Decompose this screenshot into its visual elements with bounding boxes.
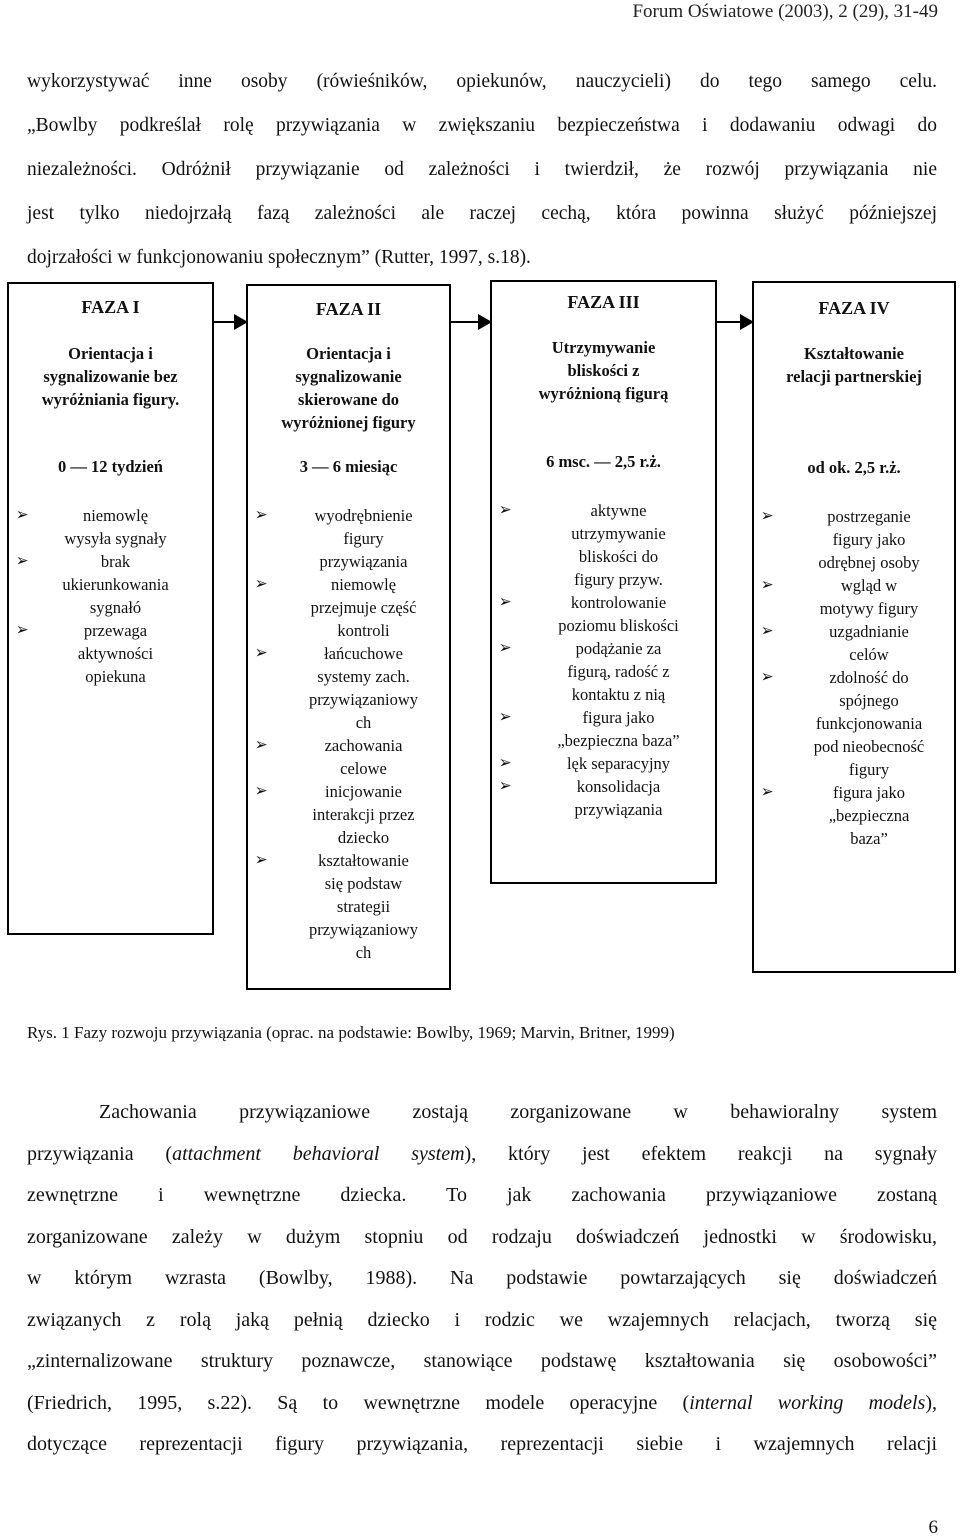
paragraph-bottom <box>27 1092 937 1466</box>
list-item: ➢ kontrolowanie poziomu bliskości <box>498 592 679 635</box>
list-item: ➢ łańcuchowe systemy zach. przywiązaniowy ch <box>254 643 419 732</box>
phase-title: FAZA I <box>81 297 140 317</box>
arrow-bullet-icon: ➢ <box>760 621 774 641</box>
arrow-head-icon <box>740 314 754 330</box>
arrow-bullet-icon: ➢ <box>498 500 512 520</box>
phase-items <box>9 504 212 688</box>
list-item: ➢ wgląd w motywy figury <box>760 575 919 618</box>
text-line: związanych z rolą jaką pełnią dziecko i rodzic we wzajemnych relacjach, tworzą się <box>27 1308 937 1331</box>
text-line: Zachowania przywiązaniowe zostają zorganizowane w behawioralny system <box>99 1101 937 1123</box>
list-item: ➢ przewaga aktywności opiekuna <box>15 620 154 686</box>
text-line: „zinternalizowane struktury poznawcze, stanowiące podstawę kształtowania się osobowości” <box>27 1350 937 1372</box>
arrow-bullet-icon: ➢ <box>254 735 268 755</box>
arrow-bullet-icon: ➢ <box>254 850 268 870</box>
list-item: ➢ podążanie za figurą, radość z kontaktu z nią <box>498 638 670 704</box>
list-item: ➢ zdolność do spójnego funkcjonowania pod nieobecność figury <box>760 667 925 779</box>
arrow-phase2-to-phase3 <box>451 321 488 323</box>
arrow-bullet-icon: ➢ <box>498 592 512 612</box>
phase-description: Orientacja i sygnalizowanie skierowane do wyróżnionej figury <box>281 344 416 432</box>
arrow-bullet-icon: ➢ <box>760 782 774 802</box>
text-line: (Friedrich, 1995, s.22). Są to wewnętrzne modele operacyjne (internal working models), <box>27 1391 937 1414</box>
arrow-bullet-icon: ➢ <box>254 643 268 663</box>
phase-title: FAZA III <box>567 292 640 312</box>
text-line: niezależności. Odróżnił przywiązanie od zależności i twierdził, że rozwój przywiązania nie <box>27 159 937 180</box>
arrow-bullet-icon: ➢ <box>254 505 268 525</box>
text-line: jest tylko niedojrzałą fazą zależności ale raczej cechą, która powinna służyć późniejszej <box>27 203 937 224</box>
list-item: ➢ brak ukierunkowania sygnałó <box>15 551 169 617</box>
list-item: ➢ postrzeganie figury jako odrębnej osoby <box>760 506 920 572</box>
phase-age: od ok. 2,5 r.ż. <box>807 458 901 477</box>
figure-caption: Rys. 1 Fazy rozwoju przywiązania (oprac. na podstawie: Bowlby, 1969; Marvin, Britner, 1999) <box>27 1023 675 1042</box>
list-item: ➢ niemowlę wysyła sygnały <box>15 505 167 548</box>
phase-description: Kształtowanie relacji partnerskiej <box>786 344 922 386</box>
phase-box-3 <box>490 280 717 884</box>
phase-description: Orientacja i sygnalizowanie bez wyróżniania figury. <box>41 344 180 409</box>
phase-box-4 <box>752 281 956 973</box>
phase-items <box>754 505 954 850</box>
list-item: ➢ figura jako „bezpieczna baza” <box>760 782 910 848</box>
text-line: wykorzystywać inne osoby (rówieśników, opiekunów, nauczycieli) do tego samego celu. <box>27 71 937 92</box>
list-item: ➢ lęk separacyjny <box>498 753 671 773</box>
text-line: zorganizowane zależy w dużym stopniu od rodzaju doświadczeń jednostki w środowisku, <box>27 1225 937 1248</box>
arrow-bullet-icon: ➢ <box>15 505 29 525</box>
arrow-phase3-to-phase4 <box>717 321 750 323</box>
arrow-bullet-icon: ➢ <box>760 575 774 595</box>
phase-title: FAZA II <box>315 299 382 319</box>
list-item: ➢ konsolidacja przywiązania <box>498 776 663 819</box>
arrow-head-icon <box>234 314 248 330</box>
arrow-bullet-icon: ➢ <box>15 551 29 571</box>
arrow-bullet-icon: ➢ <box>498 638 512 658</box>
phase-age: 6 msc. — 2,5 r.ż. <box>546 452 661 471</box>
list-item: ➢ kształtowanie się podstaw strategii przywiązaniowy ch <box>254 850 419 962</box>
text-line: w którym wzrasta (Bowlby, 1988). Na podstawie powtarzających się doświadczeń <box>27 1267 937 1289</box>
list-item: ➢ niemowlę przejmuje część kontroli <box>254 574 417 640</box>
arrow-bullet-icon: ➢ <box>498 776 512 796</box>
text-line: „Bowlby podkreślał rolę przywiązania w zwiększaniu bezpieczeństwa i dodawaniu odwagi do <box>27 115 937 136</box>
arrow-bullet-icon: ➢ <box>254 574 268 594</box>
arrow-bullet-icon: ➢ <box>760 667 774 687</box>
arrow-bullet-icon: ➢ <box>760 506 774 526</box>
phase-age: 3 — 6 miesiąc <box>299 457 398 476</box>
text-line: przywiązania (attachment behavioral system), który jest efektem reakcji na sygnały <box>27 1142 937 1165</box>
arrow-bullet-icon: ➢ <box>498 753 512 773</box>
arrow-phase1-to-phase2 <box>214 321 244 323</box>
text-line: dojrzałości w funkcjonowaniu społecznym” (Rutter, 1997, s.18). <box>27 247 531 268</box>
phase-description: Utrzymywanie bliskości z wyróżnioną figurą <box>538 338 669 403</box>
text-line: zewnętrzne i wewnętrzne dziecka. To jak zachowania przywiązaniowe zostaną <box>27 1184 937 1206</box>
phase-age: 0 — 12 tydzień <box>58 457 163 476</box>
arrow-bullet-icon: ➢ <box>498 707 512 727</box>
phase-items <box>492 499 715 821</box>
arrow-bullet-icon: ➢ <box>254 781 268 801</box>
list-item: ➢ zachowania celowe <box>254 735 403 778</box>
running-header: Forum Oświatowe (2003), 2 (29), 31-49 <box>632 1 938 22</box>
list-item: ➢ figura jako „bezpieczna baza” <box>498 707 680 750</box>
phase-items <box>248 504 449 964</box>
list-item: ➢ uzgadnianie celów <box>760 621 909 664</box>
list-item: ➢ aktywne utrzymywanie bliskości do figury przyw. <box>498 500 666 589</box>
arrow-bullet-icon: ➢ <box>15 620 29 640</box>
phase-title: FAZA IV <box>818 298 890 318</box>
list-item: ➢ inicjowanie interakcji przez dziecko <box>254 781 415 847</box>
phase-box-2 <box>246 284 451 990</box>
page-number: 6 <box>928 1517 938 1538</box>
list-item: ➢ wyodrębnienie figury przywiązania <box>254 505 413 571</box>
paragraph-top <box>27 60 937 280</box>
text-line: dotyczące reprezentacji figury przywiązania, reprezentacji siebie i wzajemnych relacji <box>27 1433 937 1455</box>
arrow-head-icon <box>478 314 492 330</box>
phase-box-1 <box>7 282 214 935</box>
